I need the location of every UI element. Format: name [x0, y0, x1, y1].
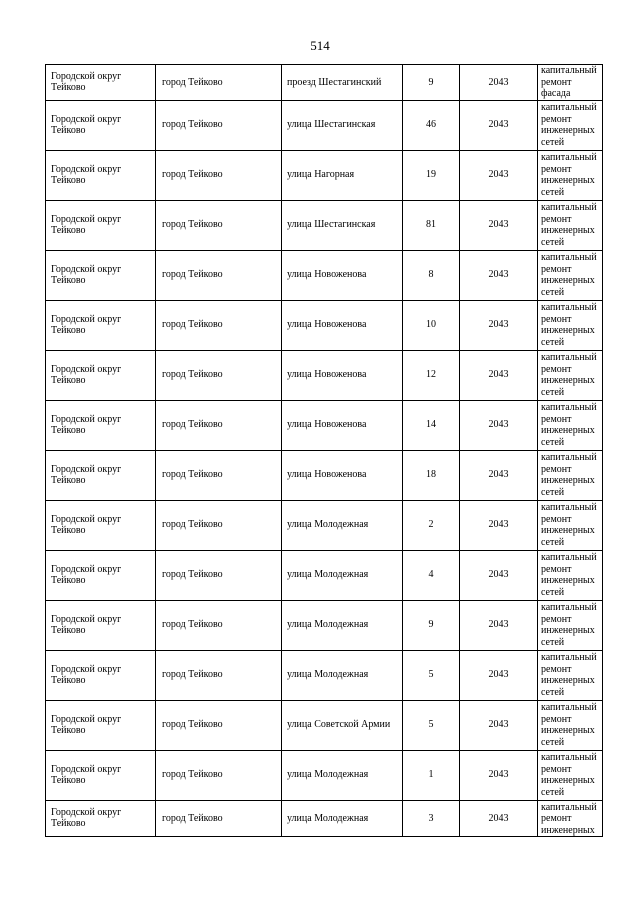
house-number-cell: 19 [403, 150, 460, 200]
street-cell: улица Молодежная [282, 600, 403, 650]
year-cell: 2043 [460, 750, 538, 800]
district-cell: Городской округ Тейково [46, 250, 156, 300]
house-number-cell: 4 [403, 550, 460, 600]
city-cell: город Тейково [156, 750, 282, 800]
work-type-cell: капитальный ремонт инженерных сетей [538, 500, 603, 550]
year-cell: 2043 [460, 65, 538, 101]
table-row [46, 750, 603, 800]
district-cell: Городской округ Тейково [46, 800, 156, 837]
table-row [46, 800, 603, 837]
city-cell: город Тейково [156, 100, 282, 150]
house-number-cell: 1 [403, 750, 460, 800]
work-type-cell: капитальный ремонт инженерных сетей [538, 450, 603, 500]
city-cell: город Тейково [156, 350, 282, 400]
year-cell: 2043 [460, 150, 538, 200]
street-cell: улица Молодежная [282, 800, 403, 837]
district-cell: Городской округ Тейково [46, 100, 156, 150]
district-cell: Городской округ Тейково [46, 650, 156, 700]
street-cell: улица Новоженова [282, 450, 403, 500]
street-cell: улица Шестагинская [282, 200, 403, 250]
district-cell: Городской округ Тейково [46, 65, 156, 101]
year-cell: 2043 [460, 450, 538, 500]
work-type-cell: капитальный ремонт инженерных сетей [538, 300, 603, 350]
year-cell: 2043 [460, 550, 538, 600]
house-number-cell: 46 [403, 100, 460, 150]
city-cell: город Тейково [156, 400, 282, 450]
street-cell: улица Новоженова [282, 300, 403, 350]
year-cell: 2043 [460, 700, 538, 750]
work-type-cell: капитальный ремонт инженерных сетей [538, 750, 603, 800]
year-cell: 2043 [460, 500, 538, 550]
district-cell: Городской округ Тейково [46, 450, 156, 500]
street-cell: улица Молодежная [282, 550, 403, 600]
work-type-cell: капитальный ремонт инженерных [538, 800, 603, 837]
register-table-body [46, 65, 603, 837]
city-cell: город Тейково [156, 450, 282, 500]
house-number-cell: 9 [403, 600, 460, 650]
work-type-cell: капитальный ремонт инженерных сетей [538, 350, 603, 400]
street-cell: улица Молодежная [282, 650, 403, 700]
work-type-cell: капитальный ремонт инженерных сетей [538, 200, 603, 250]
district-cell: Городской округ Тейково [46, 350, 156, 400]
table-row [46, 600, 603, 650]
street-cell: улица Молодежная [282, 500, 403, 550]
work-type-cell: капитальный ремонт инженерных сетей [538, 700, 603, 750]
register-table [45, 64, 603, 837]
street-cell: проезд Шестагинский [282, 65, 403, 101]
work-type-cell: капитальный ремонт инженерных сетей [538, 650, 603, 700]
city-cell: город Тейково [156, 250, 282, 300]
street-cell: улица Молодежная [282, 750, 403, 800]
city-cell: город Тейково [156, 650, 282, 700]
year-cell: 2043 [460, 800, 538, 837]
house-number-cell: 8 [403, 250, 460, 300]
year-cell: 2043 [460, 350, 538, 400]
house-number-cell: 5 [403, 700, 460, 750]
work-type-cell: капитальный ремонт инженерных сетей [538, 150, 603, 200]
work-type-cell: капитальный ремонт инженерных сетей [538, 400, 603, 450]
city-cell: город Тейково [156, 550, 282, 600]
city-cell: город Тейково [156, 600, 282, 650]
district-cell: Городской округ Тейково [46, 700, 156, 750]
district-cell: Городской округ Тейково [46, 550, 156, 600]
work-type-cell: капитальный ремонт фасада [538, 65, 603, 101]
street-cell: улица Шестагинская [282, 100, 403, 150]
street-cell: улица Советской Армии [282, 700, 403, 750]
district-cell: Городской округ Тейково [46, 200, 156, 250]
table-row [46, 450, 603, 500]
district-cell: Городской округ Тейково [46, 400, 156, 450]
street-cell: улица Новоженова [282, 250, 403, 300]
table-row [46, 100, 603, 150]
year-cell: 2043 [460, 100, 538, 150]
work-type-cell: капитальный ремонт инженерных сетей [538, 250, 603, 300]
house-number-cell: 3 [403, 800, 460, 837]
house-number-cell: 9 [403, 65, 460, 101]
year-cell: 2043 [460, 200, 538, 250]
table-row [46, 400, 603, 450]
street-cell: улица Новоженова [282, 400, 403, 450]
table-row [46, 650, 603, 700]
year-cell: 2043 [460, 250, 538, 300]
house-number-cell: 14 [403, 400, 460, 450]
district-cell: Городской округ Тейково [46, 600, 156, 650]
year-cell: 2043 [460, 300, 538, 350]
table-row [46, 250, 603, 300]
table-row [46, 700, 603, 750]
house-number-cell: 10 [403, 300, 460, 350]
table-row [46, 65, 603, 101]
city-cell: город Тейково [156, 65, 282, 101]
district-cell: Городской округ Тейково [46, 750, 156, 800]
table-row [46, 200, 603, 250]
table-row [46, 150, 603, 200]
house-number-cell: 12 [403, 350, 460, 400]
year-cell: 2043 [460, 650, 538, 700]
work-type-cell: капитальный ремонт инженерных сетей [538, 600, 603, 650]
work-type-cell: капитальный ремонт инженерных сетей [538, 550, 603, 600]
city-cell: город Тейково [156, 800, 282, 837]
house-number-cell: 5 [403, 650, 460, 700]
district-cell: Городской округ Тейково [46, 150, 156, 200]
street-cell: улица Новоженова [282, 350, 403, 400]
district-cell: Городской округ Тейково [46, 500, 156, 550]
year-cell: 2043 [460, 400, 538, 450]
table-row [46, 500, 603, 550]
table-row [46, 350, 603, 400]
city-cell: город Тейково [156, 500, 282, 550]
page-number: 514 [310, 38, 330, 53]
city-cell: город Тейково [156, 150, 282, 200]
house-number-cell: 81 [403, 200, 460, 250]
table-row [46, 550, 603, 600]
house-number-cell: 18 [403, 450, 460, 500]
district-cell: Городской округ Тейково [46, 300, 156, 350]
table-row [46, 300, 603, 350]
city-cell: город Тейково [156, 700, 282, 750]
city-cell: город Тейково [156, 300, 282, 350]
street-cell: улица Нагорная [282, 150, 403, 200]
work-type-cell: капитальный ремонт инженерных сетей [538, 100, 603, 150]
city-cell: город Тейково [156, 200, 282, 250]
house-number-cell: 2 [403, 500, 460, 550]
year-cell: 2043 [460, 600, 538, 650]
